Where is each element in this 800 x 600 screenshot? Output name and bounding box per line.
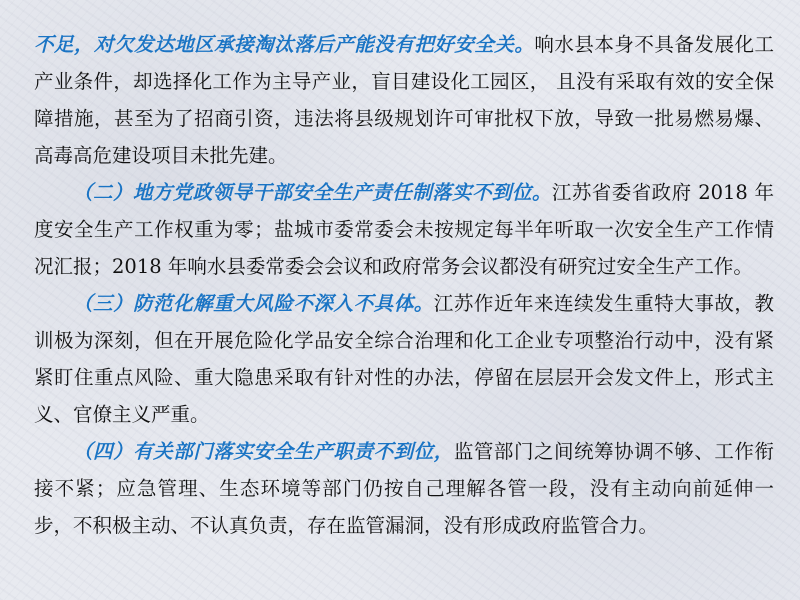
- paragraph-text: 江苏省委省政府 2018 年度安全生产工作权重为零；盐城市委常委会未按规定每半年听取一次安全生产工作情况汇报；2018 年响水县委常委会会议和政府常务会议都没有研究过安全生产工作。: [34, 181, 774, 278]
- document-body: [34, 26, 774, 544]
- paragraph-2: [34, 174, 774, 285]
- paragraph-heading: （四）有关部门落实安全生产职责不到位，: [73, 440, 454, 463]
- paragraph-3: [34, 285, 774, 433]
- paragraph-heading: （二）地方党政领导干部安全生产责任制落实不到位。: [73, 181, 552, 204]
- paragraph-text: 监管部门之间统筹协调不够、工作衔接不紧；应急管理、生态环境等部门仍按自己理解各管一段，没有主动向前延伸一步，不积极主动、不认真负责，存在监管漏洞，没有形成政府监管合力。: [34, 440, 774, 537]
- paragraph-text: 江苏作近年来连续发生重特大事故，教训极为深刻，但在开展危险化学品安全综合治理和化工企业专项整治行动中，没有紧紧盯住重点风险、重大隐患采取有针对性的办法，停留在层层开会发文件上，形式主义、官僚主义严重。: [34, 292, 774, 426]
- paragraph-1: [34, 26, 774, 174]
- paragraph-text: 响水县本身不具备发展化工产业条件，却选择化工作为主导产业，盲目建设化工园区， 且没有采取有效的安全保障措施，甚至为了招商引资，违法将县级规划许可审批权下放，导致一批易燃易爆、高毒高危建设项目未批先建。: [34, 33, 774, 167]
- paragraph-heading: 不足，对欠发达地区承接淘汰落后产能没有把好安全关。: [34, 33, 535, 56]
- paragraph-4: [34, 433, 774, 544]
- paragraph-heading: （三）防范化解重大风险不深入不具体。: [73, 292, 434, 315]
